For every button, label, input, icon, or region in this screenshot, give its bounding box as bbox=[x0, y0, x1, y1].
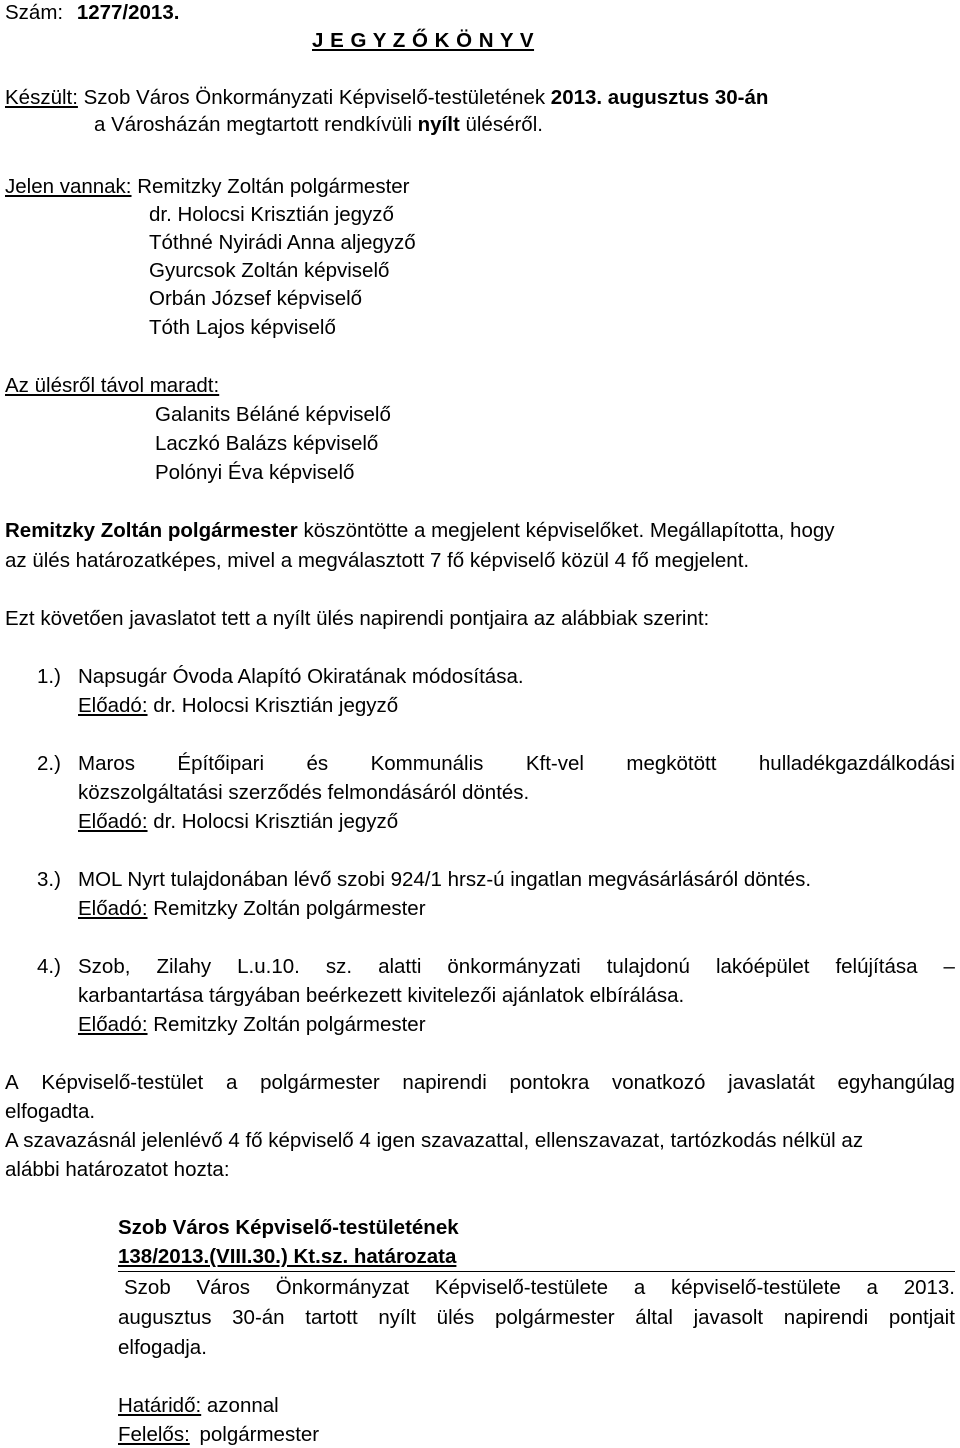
document-title: J E G Y Z Ő K Ö N Y V bbox=[312, 29, 535, 52]
presenter-label: Előadó: bbox=[78, 810, 148, 833]
agenda-presenter bbox=[78, 1015, 426, 1036]
presenter-name: Remitzky Zoltán polgármester bbox=[153, 897, 426, 920]
agenda-title-word: Kft-vel bbox=[525, 752, 584, 775]
agenda-title-word: Szob, bbox=[78, 955, 131, 978]
session-date: 2013. augusztus 30-án bbox=[550, 86, 769, 109]
absent-item: Polónyi Éva képviselő bbox=[155, 461, 355, 484]
agenda-title-word: tulajdonú bbox=[606, 955, 690, 978]
session-line-2 bbox=[94, 115, 543, 136]
session-location: a Városházán megtartott rendkívüli bbox=[94, 113, 418, 136]
session-end: üléséről. bbox=[459, 113, 543, 136]
agenda-title-word: hulladékgazdálkodási bbox=[758, 752, 955, 775]
acceptance-line-1: A Képviselő-testület a polgármester napirendi pontokra vonatkozó javaslatát egyhangúlag bbox=[5, 1071, 955, 1094]
number-label: Szám: bbox=[5, 1, 64, 24]
resolution-heading-2: 138/2013.(VIII.30.) Kt.sz. határozata bbox=[118, 1245, 457, 1268]
agenda-title bbox=[78, 754, 955, 775]
acceptance-line-4: alábbi határozatot hozta: bbox=[5, 1158, 230, 1181]
opening-line-1 bbox=[5, 521, 835, 542]
agenda-title-word: önkormányzati bbox=[447, 955, 581, 978]
agenda-title-word: felújítása bbox=[835, 955, 918, 978]
agenda-number: 2.) bbox=[37, 752, 61, 775]
attendee-item: Tóthné Nyirádi Anna aljegyző bbox=[149, 231, 416, 254]
attendee-item: dr. Holocsi Krisztián jegyző bbox=[149, 203, 394, 226]
presenter-name: dr. Holocsi Krisztián jegyző bbox=[153, 694, 399, 717]
agenda-title-word: alatti bbox=[378, 955, 422, 978]
agenda-number: 3.) bbox=[37, 868, 61, 891]
resolution-divider bbox=[118, 1271, 955, 1272]
deadline-label: Határidő: bbox=[118, 1394, 202, 1417]
attendees-label: Jelen vannak: bbox=[5, 175, 132, 198]
presenter-label: Előadó: bbox=[78, 694, 148, 717]
opening-text: köszöntötte a megjelent képviselőket. Megállapította, hogy bbox=[297, 519, 835, 542]
document-number bbox=[5, 3, 179, 24]
attendee-item: Gyurcsok Zoltán képviselő bbox=[149, 259, 390, 282]
agenda-title-word: Kommunális bbox=[370, 752, 484, 775]
session-line-1 bbox=[5, 88, 768, 109]
agenda-presenter bbox=[78, 899, 426, 920]
absent-item: Laczkó Balázs képviselő bbox=[155, 432, 379, 455]
made-text: Szob Város Önkormányzati Képviselő-testületének bbox=[77, 86, 551, 109]
acceptance-line-3: A szavazásnál jelenlévő 4 fő képviselő 4 igen szavazattal, ellenszavazat, tartózkodás nélkül az bbox=[5, 1129, 864, 1152]
agenda-title-word: és bbox=[306, 752, 329, 775]
responsible-value: polgármester bbox=[199, 1423, 320, 1446]
agenda-title-word: L.u.10. bbox=[237, 955, 300, 978]
agenda-number: 4.) bbox=[37, 955, 61, 978]
session-type: nyílt bbox=[417, 113, 460, 136]
agenda-title-word: Építőipari bbox=[177, 752, 265, 775]
presenter-name: dr. Holocsi Krisztián jegyző bbox=[153, 810, 399, 833]
resolution-heading-1: Szob Város Képviselő-testületének bbox=[118, 1216, 459, 1239]
mayor-name: Remitzky Zoltán polgármester bbox=[5, 519, 298, 542]
presenter-label: Előadó: bbox=[78, 1013, 148, 1036]
agenda-title: MOL Nyrt tulajdonában lévő szobi 924/1 hrsz-ú ingatlan megvásárlásáról döntés. bbox=[78, 868, 812, 891]
agenda-title-cont: közszolgáltatási szerződés felmondásáról döntés. bbox=[78, 781, 530, 804]
attendee-item: Orbán József képviselő bbox=[149, 287, 363, 310]
presenter-label: Előadó: bbox=[78, 897, 148, 920]
agenda-title: Napsugár Óvoda Alapító Okiratának módosítása. bbox=[78, 665, 524, 688]
agenda-presenter bbox=[78, 812, 398, 833]
responsible-label: Felelős: bbox=[118, 1423, 190, 1446]
resolution-body-3: elfogadja. bbox=[118, 1336, 207, 1359]
opening-line-2: az ülés határozatképes, mivel a megválasztott 7 fő képviselő közül 4 fő megjelent. bbox=[5, 549, 750, 572]
agenda-title-word: Maros bbox=[78, 752, 135, 775]
absent-item: Galanits Béláné képviselő bbox=[155, 403, 391, 426]
agenda-title-cont: karbantartása tárgyában beérkezett kivitelezői ajánlatok elbírálása. bbox=[78, 984, 685, 1007]
made-label: Készült: bbox=[5, 86, 78, 109]
responsible bbox=[118, 1425, 319, 1446]
agenda-title-word: – bbox=[943, 955, 955, 978]
deadline-value: azonnal bbox=[206, 1394, 279, 1417]
absent-label: Az ülésről távol maradt: bbox=[5, 374, 220, 397]
agenda-title-word: Zilahy bbox=[156, 955, 212, 978]
attendees-line-first bbox=[5, 177, 410, 198]
agenda-number: 1.) bbox=[37, 665, 61, 688]
attendee-item: Remitzky Zoltán polgármester bbox=[137, 175, 410, 198]
agenda-title bbox=[78, 957, 955, 978]
agenda-title-word: megkötött bbox=[626, 752, 717, 775]
agenda-title-word: lakóépület bbox=[715, 955, 810, 978]
attendee-item: Tóth Lajos képviselő bbox=[149, 316, 336, 339]
agenda-title-word: sz. bbox=[325, 955, 353, 978]
resolution-body-1: Szob Város Önkormányzat Képviselő-testülete a képviselő-testülete a 2013. bbox=[124, 1276, 955, 1299]
presenter-name: Remitzky Zoltán polgármester bbox=[153, 1013, 426, 1036]
acceptance-line-2: elfogadta. bbox=[5, 1100, 96, 1123]
deadline bbox=[118, 1396, 279, 1417]
resolution-body-2: augusztus 30-án tartott nyílt ülés polgármester által javasolt napirendi pontjait bbox=[118, 1306, 955, 1329]
proposal-intro: Ezt követően javaslatot tett a nyílt ülés napirendi pontjaira az alábbiak szerint: bbox=[5, 607, 710, 630]
agenda-presenter bbox=[78, 696, 398, 717]
number-value: 1277/2013. bbox=[76, 1, 180, 24]
